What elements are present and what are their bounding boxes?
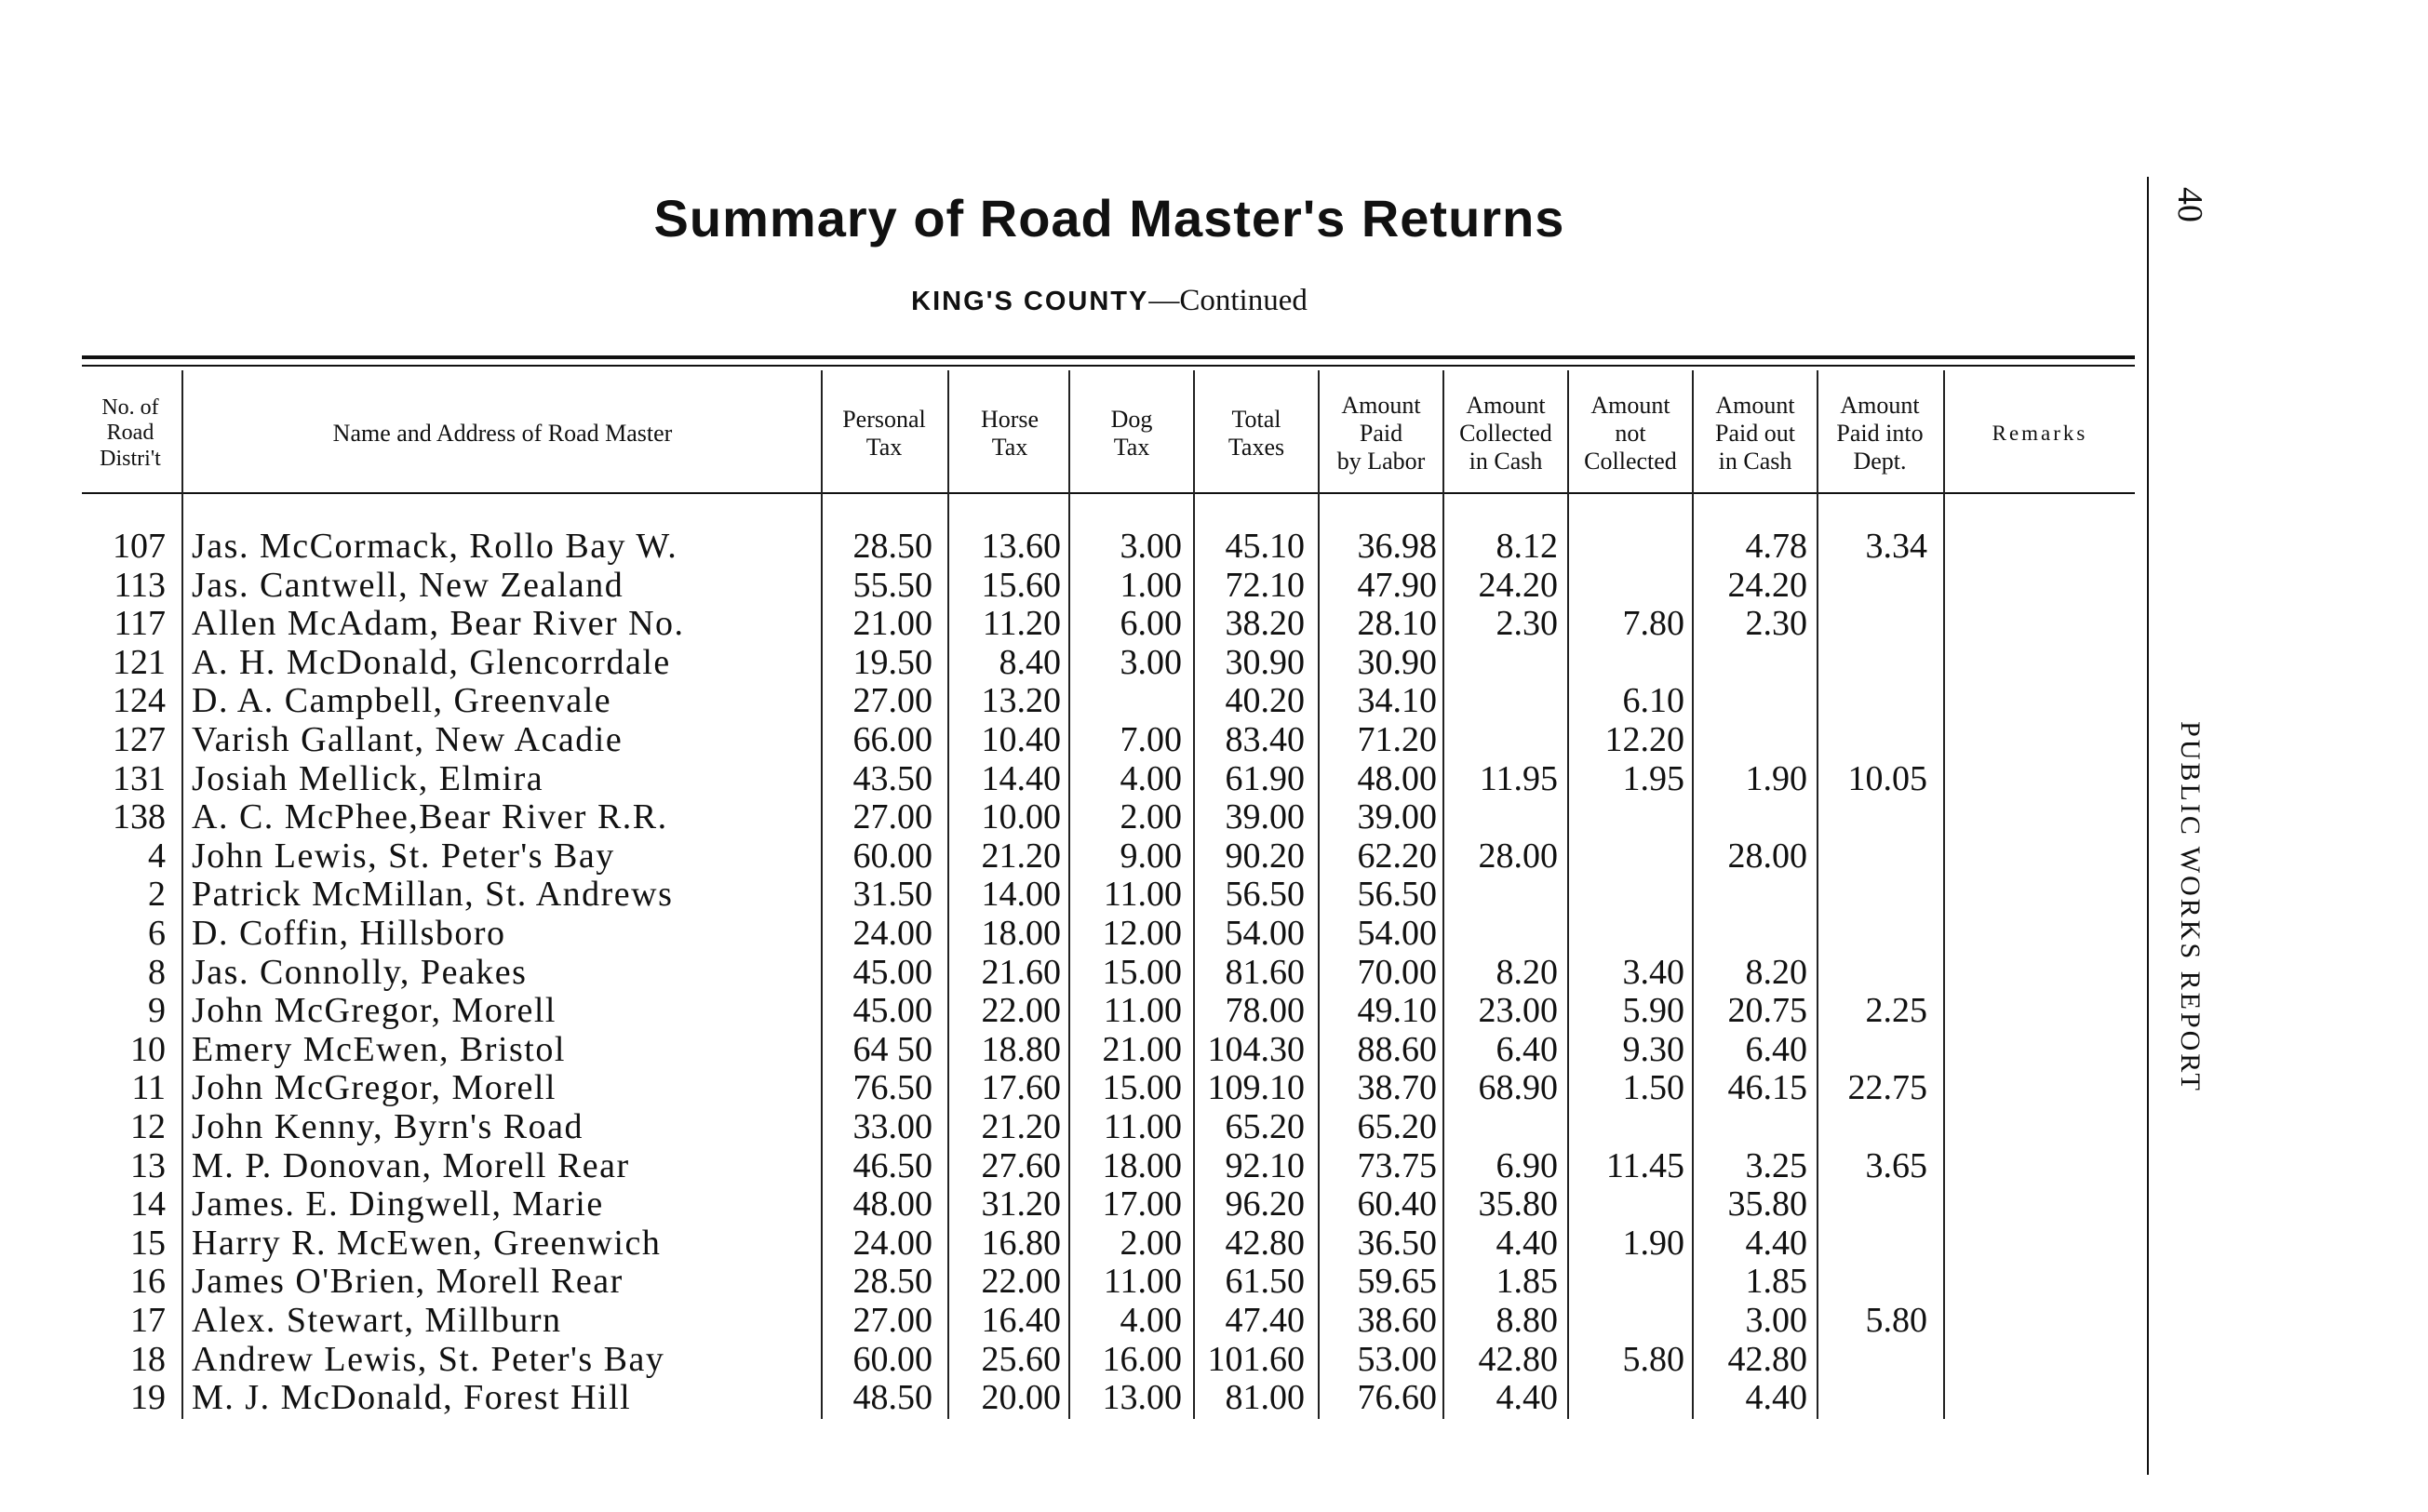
paid-by-labor-cell: 47.90 (1357, 565, 1437, 605)
paid-by-labor-cell: 76.60 (1357, 1378, 1437, 1418)
collected-in-cash-cell: 8.20 (1496, 952, 1558, 992)
horse-tax-cell: 8.40 (999, 642, 1061, 682)
not-collected-cell (1571, 1379, 1684, 1417)
horse-tax-cell: 20.00 (981, 1378, 1061, 1418)
table-row (0, 837, 2159, 876)
not-collected-cell (1571, 837, 1684, 876)
header-collected-in-cash: Amount Collected in Cash (1459, 392, 1552, 475)
header-horse-tax: Horse Tax (980, 406, 1040, 461)
district-number-cell: 121 (113, 642, 166, 682)
top-rule-thick (82, 355, 2135, 359)
personal-tax-cell: 27.00 (852, 797, 932, 837)
not-collected-cell (1571, 1302, 1684, 1340)
district-number-cell: 13 (130, 1145, 166, 1185)
paid-out-in-cash-cell: 42.80 (1727, 1339, 1807, 1379)
road-master-name-cell: Harry R. McEwen, Greenwich (192, 1223, 662, 1263)
paid-by-labor-cell: 70.00 (1357, 952, 1437, 992)
dog-tax-cell: 15.00 (1102, 1068, 1182, 1108)
personal-tax-cell: 45.00 (852, 991, 932, 1031)
road-master-name-cell: M. J. McDonald, Forest Hill (192, 1378, 632, 1418)
collected-in-cash-cell (1448, 1108, 1558, 1146)
personal-tax-cell: 31.50 (852, 875, 932, 915)
page-subtitle (0, 284, 2219, 318)
road-master-name-cell: John Lewis, St. Peter's Bay (192, 836, 615, 876)
total-taxes-cell: 61.50 (1225, 1262, 1305, 1302)
not-collected-cell: 9.30 (1622, 1029, 1684, 1069)
road-master-name-cell: John McGregor, Morell (192, 1068, 557, 1108)
horse-tax-cell: 15.60 (981, 565, 1061, 605)
road-master-name-cell: John Kenny, Byrn's Road (192, 1107, 584, 1146)
district-number-cell: 16 (130, 1262, 166, 1302)
personal-tax-cell: 43.50 (852, 758, 932, 798)
personal-tax-cell: 27.00 (852, 1301, 932, 1340)
horse-tax-cell: 21.60 (981, 952, 1061, 992)
header-dog-tax: Dog Tax (1110, 406, 1153, 461)
total-taxes-cell: 61.90 (1225, 758, 1305, 798)
paid-out-in-cash-cell: 6.40 (1745, 1029, 1807, 1069)
road-master-name-cell: Jas. Cantwell, New Zealand (192, 565, 624, 605)
dog-tax-cell: 7.00 (1120, 720, 1182, 759)
horse-tax-cell: 16.40 (981, 1301, 1061, 1340)
not-collected-cell: 3.40 (1622, 952, 1684, 992)
personal-tax-cell: 55.50 (852, 565, 932, 605)
paid-out-in-cash-cell (1696, 721, 1807, 759)
paid-by-labor-cell: 34.10 (1357, 681, 1437, 721)
collected-in-cash-cell (1448, 682, 1558, 720)
paid-into-dept-cell (1820, 1379, 1927, 1417)
horse-tax-cell: 10.00 (981, 797, 1061, 837)
table-row (0, 915, 2159, 953)
table-row (0, 954, 2159, 992)
personal-tax-cell: 27.00 (852, 681, 932, 721)
paid-out-in-cash-cell: 3.00 (1745, 1301, 1807, 1340)
horse-tax-cell: 31.20 (981, 1184, 1061, 1224)
not-collected-cell (1571, 567, 1684, 605)
total-taxes-cell: 40.20 (1225, 681, 1305, 721)
header-total-taxes: Total Taxes (1227, 406, 1285, 461)
dog-tax-cell: 12.00 (1102, 914, 1182, 953)
total-taxes-cell: 45.10 (1225, 527, 1305, 566)
paid-by-labor-cell: 56.50 (1357, 875, 1437, 915)
dog-tax-cell: 15.00 (1102, 952, 1182, 992)
road-master-name-cell: James O'Brien, Morell Rear (192, 1262, 624, 1302)
table-row (0, 644, 2159, 682)
horse-tax-cell: 13.20 (981, 681, 1061, 721)
district-number-cell: 12 (130, 1107, 166, 1146)
paid-into-dept-cell (1820, 1108, 1927, 1146)
paid-into-dept-cell (1820, 1263, 1927, 1301)
horse-tax-cell: 27.60 (981, 1145, 1061, 1185)
not-collected-cell: 11.45 (1605, 1145, 1684, 1185)
district-number-cell: 15 (130, 1223, 166, 1263)
header-bottom-rule (82, 492, 2135, 494)
total-taxes-cell: 54.00 (1225, 914, 1305, 953)
paid-by-labor-cell: 62.20 (1357, 836, 1437, 876)
collected-in-cash-cell: 2.30 (1496, 604, 1558, 644)
collected-in-cash-cell: 24.20 (1478, 565, 1558, 605)
road-master-name-cell: Allen McAdam, Bear River No. (192, 604, 685, 644)
paid-by-labor-cell: 65.20 (1357, 1107, 1437, 1146)
collected-in-cash-cell: 4.40 (1496, 1378, 1558, 1418)
dog-tax-cell: 21.00 (1102, 1029, 1182, 1069)
district-number-cell: 18 (130, 1339, 166, 1379)
side-rule (2147, 177, 2149, 1475)
top-rule-thin (82, 365, 2135, 367)
road-master-name-cell: Alex. Stewart, Millburn (192, 1301, 562, 1340)
collected-in-cash-cell: 23.00 (1478, 991, 1558, 1031)
header-district: No. of Road Distri't (100, 395, 161, 471)
table-row (0, 1031, 2159, 1069)
district-number-cell: 17 (130, 1301, 166, 1340)
paid-into-dept-cell (1820, 721, 1927, 759)
paid-out-in-cash-cell: 4.40 (1745, 1378, 1807, 1418)
horse-tax-cell: 22.00 (981, 1262, 1061, 1302)
collected-in-cash-cell: 6.40 (1496, 1029, 1558, 1069)
personal-tax-cell: 66.00 (852, 720, 932, 759)
road-master-name-cell: Jas. Connolly, Peakes (192, 952, 528, 992)
horse-tax-cell: 14.40 (981, 758, 1061, 798)
total-taxes-cell: 109.10 (1207, 1068, 1305, 1108)
horse-tax-cell: 11.20 (982, 604, 1061, 644)
horse-tax-cell: 13.60 (981, 527, 1061, 566)
horse-tax-cell: 21.20 (981, 1107, 1061, 1146)
dog-tax-cell: 4.00 (1120, 758, 1182, 798)
dog-tax-cell: 13.00 (1102, 1378, 1182, 1418)
paid-into-dept-cell (1820, 644, 1927, 682)
dog-tax-cell: 17.00 (1102, 1184, 1182, 1224)
header-name: Name and Address of Road Master (332, 420, 673, 448)
not-collected-cell: 12.20 (1604, 720, 1684, 759)
paid-by-labor-cell: 39.00 (1357, 797, 1437, 837)
paid-out-in-cash-cell: 24.20 (1727, 565, 1807, 605)
personal-tax-cell: 46.50 (852, 1145, 932, 1185)
paid-into-dept-cell (1820, 1185, 1927, 1224)
personal-tax-cell: 21.00 (852, 604, 932, 644)
horse-tax-cell: 25.60 (981, 1339, 1061, 1379)
paid-out-in-cash-cell: 28.00 (1727, 836, 1807, 876)
personal-tax-cell: 60.00 (852, 836, 932, 876)
total-taxes-cell: 81.60 (1225, 952, 1305, 992)
paid-by-labor-cell: 36.98 (1357, 527, 1437, 566)
collected-in-cash-cell (1448, 644, 1558, 682)
table-row (0, 528, 2159, 566)
total-taxes-cell: 96.20 (1225, 1184, 1305, 1224)
paid-by-labor-cell: 54.00 (1357, 914, 1437, 953)
district-number-cell: 107 (113, 527, 166, 566)
district-number-cell: 124 (113, 681, 166, 721)
table-row (0, 760, 2159, 798)
personal-tax-cell: 60.00 (852, 1339, 932, 1379)
paid-out-in-cash-cell (1696, 644, 1807, 682)
not-collected-cell: 5.90 (1622, 991, 1684, 1031)
paid-by-labor-cell: 60.40 (1357, 1184, 1437, 1224)
total-taxes-cell: 42.80 (1225, 1223, 1305, 1263)
personal-tax-cell: 24.00 (852, 914, 932, 953)
dog-tax-cell: 1.00 (1120, 565, 1182, 605)
paid-out-in-cash-cell (1696, 915, 1807, 953)
paid-by-labor-cell: 36.50 (1357, 1223, 1437, 1263)
table-row (0, 992, 2159, 1030)
road-master-name-cell: John McGregor, Morell (192, 991, 557, 1031)
horse-tax-cell: 16.80 (981, 1223, 1061, 1263)
dog-tax-cell: 2.00 (1120, 797, 1182, 837)
total-taxes-cell: 65.20 (1225, 1107, 1305, 1146)
collected-in-cash-cell: 4.40 (1496, 1223, 1558, 1263)
paid-into-dept-cell: 3.34 (1865, 527, 1927, 566)
header-remarks: Remarks (1992, 421, 2088, 445)
horse-tax-cell: 10.40 (981, 720, 1061, 759)
dog-tax-cell: 2.00 (1120, 1223, 1182, 1263)
paid-into-dept-cell: 5.80 (1865, 1301, 1927, 1340)
collected-in-cash-cell (1448, 876, 1558, 914)
paid-by-labor-cell: 28.10 (1357, 604, 1437, 644)
table-row (0, 605, 2159, 643)
paid-into-dept-cell (1820, 1031, 1927, 1069)
table-row (0, 567, 2159, 605)
paid-into-dept-cell (1820, 567, 1927, 605)
district-number-cell: 9 (148, 991, 166, 1031)
total-taxes-cell: 90.20 (1225, 836, 1305, 876)
table-row (0, 798, 2159, 836)
total-taxes-cell: 92.10 (1225, 1145, 1305, 1185)
paid-into-dept-cell (1820, 837, 1927, 876)
district-number-cell: 6 (148, 914, 166, 953)
county-label: KING'S COUNTY (911, 287, 1149, 316)
paid-into-dept-cell (1820, 682, 1927, 720)
table-row (0, 876, 2159, 914)
table-row (0, 1147, 2159, 1185)
road-master-name-cell: A. C. McPhee,Bear River R.R. (192, 797, 668, 837)
personal-tax-cell: 19.50 (852, 642, 932, 682)
horse-tax-cell: 21.20 (981, 836, 1061, 876)
not-collected-cell (1571, 915, 1684, 953)
paid-into-dept-cell: 10.05 (1847, 758, 1927, 798)
not-collected-cell: 1.95 (1622, 758, 1684, 798)
collected-in-cash-cell: 11.95 (1479, 758, 1558, 798)
total-taxes-cell: 30.90 (1225, 642, 1305, 682)
paid-into-dept-cell (1820, 954, 1927, 992)
table-row (0, 1224, 2159, 1263)
paid-into-dept-cell (1820, 876, 1927, 914)
paid-by-labor-cell: 73.75 (1357, 1145, 1437, 1185)
dog-tax-cell: 11.00 (1103, 991, 1182, 1031)
not-collected-cell: 1.90 (1622, 1223, 1684, 1263)
personal-tax-cell: 45.00 (852, 952, 932, 992)
table-row (0, 1379, 2159, 1417)
road-master-name-cell: Jas. McCormack, Rollo Bay W. (192, 527, 678, 566)
table-row (0, 1069, 2159, 1107)
personal-tax-cell: 48.50 (852, 1378, 932, 1418)
collected-in-cash-cell: 8.12 (1496, 527, 1558, 566)
collected-in-cash-cell: 1.85 (1496, 1262, 1558, 1302)
road-master-name-cell: Varish Gallant, New Acadie (192, 720, 624, 759)
header-not-collected: Amount not Collected (1584, 392, 1677, 475)
collected-in-cash-cell: 6.90 (1496, 1145, 1558, 1185)
road-master-name-cell: Patrick McMillan, St. Andrews (192, 875, 674, 915)
dog-tax-cell: 11.00 (1103, 1262, 1182, 1302)
total-taxes-cell: 81.00 (1225, 1378, 1305, 1418)
district-number-cell: 19 (130, 1378, 166, 1418)
paid-into-dept-cell (1820, 798, 1927, 836)
district-number-cell: 11 (131, 1068, 166, 1108)
not-collected-cell (1571, 1263, 1684, 1301)
table-row (0, 1302, 2159, 1340)
total-taxes-cell: 39.00 (1225, 797, 1305, 837)
table-row (0, 1185, 2159, 1224)
district-number-cell: 4 (148, 836, 166, 876)
road-master-name-cell: D. Coffin, Hillsboro (192, 914, 506, 953)
district-number-cell: 14 (130, 1184, 166, 1224)
district-number-cell: 131 (113, 758, 166, 798)
dog-tax-cell (1072, 682, 1182, 720)
road-master-name-cell: Andrew Lewis, St. Peter's Bay (192, 1339, 665, 1379)
not-collected-cell: 6.10 (1622, 681, 1684, 721)
dog-tax-cell: 11.00 (1103, 1107, 1182, 1146)
paid-out-in-cash-cell (1696, 876, 1807, 914)
paid-by-labor-cell: 38.70 (1357, 1068, 1437, 1108)
not-collected-cell (1571, 876, 1684, 914)
personal-tax-cell: 24.00 (852, 1223, 932, 1263)
header-paid-out-in-cash: Amount Paid out in Cash (1715, 392, 1795, 475)
not-collected-cell: 1.50 (1622, 1068, 1684, 1108)
total-taxes-cell: 78.00 (1225, 991, 1305, 1031)
road-master-name-cell: A. H. McDonald, Glencorrdale (192, 642, 671, 682)
paid-into-dept-cell: 3.65 (1865, 1145, 1927, 1185)
paid-out-in-cash-cell (1696, 1108, 1807, 1146)
collected-in-cash-cell (1448, 798, 1558, 836)
total-taxes-cell: 101.60 (1207, 1339, 1305, 1379)
dog-tax-cell: 16.00 (1102, 1339, 1182, 1379)
running-head: PUBLIC WORKS REPORT (2175, 721, 2206, 1093)
district-number-cell: 113 (114, 565, 166, 605)
dog-tax-cell: 4.00 (1120, 1301, 1182, 1340)
paid-out-in-cash-cell: 3.25 (1745, 1145, 1807, 1185)
paid-into-dept-cell: 22.75 (1847, 1068, 1927, 1108)
paid-out-in-cash-cell (1696, 682, 1807, 720)
continued-label: —Continued (1148, 284, 1308, 317)
dog-tax-cell: 3.00 (1120, 527, 1182, 566)
paid-out-in-cash-cell: 20.75 (1727, 991, 1807, 1031)
total-taxes-cell: 72.10 (1225, 565, 1305, 605)
district-number-cell: 10 (130, 1029, 166, 1069)
paid-out-in-cash-cell: 2.30 (1745, 604, 1807, 644)
header-paid-into-dept: Amount Paid into Dept. (1836, 392, 1924, 475)
paid-out-in-cash-cell: 8.20 (1745, 952, 1807, 992)
not-collected-cell (1571, 644, 1684, 682)
paid-into-dept-cell (1820, 915, 1927, 953)
table-row (0, 721, 2159, 759)
district-number-cell: 138 (113, 797, 166, 837)
paid-by-labor-cell: 30.90 (1357, 642, 1437, 682)
header-paid-by-labor: Amount Paid by Labor (1336, 392, 1426, 475)
paid-by-labor-cell: 49.10 (1357, 991, 1437, 1031)
page-number: 40 (2170, 187, 2209, 222)
road-master-name-cell: Josiah Mellick, Elmira (192, 758, 544, 798)
paid-out-in-cash-cell: 46.15 (1727, 1068, 1807, 1108)
dog-tax-cell: 9.00 (1120, 836, 1182, 876)
dog-tax-cell: 18.00 (1102, 1145, 1182, 1185)
district-number-cell: 8 (148, 952, 166, 992)
road-master-name-cell: M. P. Donovan, Morell Rear (192, 1145, 630, 1185)
dog-tax-cell: 3.00 (1120, 642, 1182, 682)
paid-out-in-cash-cell: 1.90 (1745, 758, 1807, 798)
collected-in-cash-cell (1448, 915, 1558, 953)
page-title: Summary of Road Master's Returns (653, 189, 1565, 248)
not-collected-cell (1571, 798, 1684, 836)
not-collected-cell (1571, 1185, 1684, 1224)
not-collected-cell (1571, 1108, 1684, 1146)
paid-by-labor-cell: 59.65 (1357, 1262, 1437, 1302)
paid-by-labor-cell: 88.60 (1357, 1029, 1437, 1069)
road-master-name-cell: D. A. Campbell, Greenvale (192, 681, 612, 721)
collected-in-cash-cell: 28.00 (1478, 836, 1558, 876)
total-taxes-cell: 38.20 (1225, 604, 1305, 644)
personal-tax-cell: 64 50 (852, 1029, 932, 1069)
horse-tax-cell: 22.00 (981, 991, 1061, 1031)
total-taxes-cell: 83.40 (1225, 720, 1305, 759)
paid-into-dept-cell: 2.25 (1865, 991, 1927, 1031)
district-number-cell: 127 (113, 720, 166, 759)
total-taxes-cell: 47.40 (1225, 1301, 1305, 1340)
paid-into-dept-cell (1820, 1341, 1927, 1379)
personal-tax-cell: 76.50 (852, 1068, 932, 1108)
collected-in-cash-cell: 35.80 (1478, 1184, 1558, 1224)
dog-tax-cell: 6.00 (1120, 604, 1182, 644)
paid-by-labor-cell: 48.00 (1357, 758, 1437, 798)
not-collected-cell: 5.80 (1622, 1339, 1684, 1379)
district-number-cell: 117 (114, 604, 166, 644)
table-row (0, 1108, 2159, 1146)
road-master-name-cell: Emery McEwen, Bristol (192, 1029, 566, 1069)
table-row (0, 1263, 2159, 1301)
total-taxes-cell: 104.30 (1207, 1029, 1305, 1069)
road-master-name-cell: James. E. Dingwell, Marie (192, 1184, 604, 1224)
horse-tax-cell: 18.80 (981, 1029, 1061, 1069)
paid-by-labor-cell: 38.60 (1357, 1301, 1437, 1340)
collected-in-cash-cell (1448, 721, 1558, 759)
dog-tax-cell: 11.00 (1103, 875, 1182, 915)
paid-out-in-cash-cell: 4.40 (1745, 1223, 1807, 1263)
paid-out-in-cash-cell: 4.78 (1745, 527, 1807, 566)
not-collected-cell (1571, 528, 1684, 566)
total-taxes-cell: 56.50 (1225, 875, 1305, 915)
table-row (0, 682, 2159, 720)
personal-tax-cell: 28.50 (852, 1262, 932, 1302)
collected-in-cash-cell: 8.80 (1496, 1301, 1558, 1340)
paid-into-dept-cell (1820, 605, 1927, 643)
collected-in-cash-cell: 42.80 (1478, 1339, 1558, 1379)
personal-tax-cell: 33.00 (852, 1107, 932, 1146)
paid-by-labor-cell: 71.20 (1357, 720, 1437, 759)
paid-into-dept-cell (1820, 1224, 1927, 1263)
district-number-cell: 2 (148, 875, 166, 915)
paid-out-in-cash-cell (1696, 798, 1807, 836)
horse-tax-cell: 18.00 (981, 914, 1061, 953)
personal-tax-cell: 28.50 (852, 527, 932, 566)
collected-in-cash-cell: 68.90 (1478, 1068, 1558, 1108)
horse-tax-cell: 14.00 (981, 875, 1061, 915)
paid-out-in-cash-cell: 1.85 (1745, 1262, 1807, 1302)
personal-tax-cell: 48.00 (852, 1184, 932, 1224)
header-personal-tax: Personal Tax (842, 406, 926, 461)
paid-by-labor-cell: 53.00 (1357, 1339, 1437, 1379)
table-row (0, 1341, 2159, 1379)
not-collected-cell: 7.80 (1622, 604, 1684, 644)
paid-out-in-cash-cell: 35.80 (1727, 1184, 1807, 1224)
horse-tax-cell: 17.60 (981, 1068, 1061, 1108)
